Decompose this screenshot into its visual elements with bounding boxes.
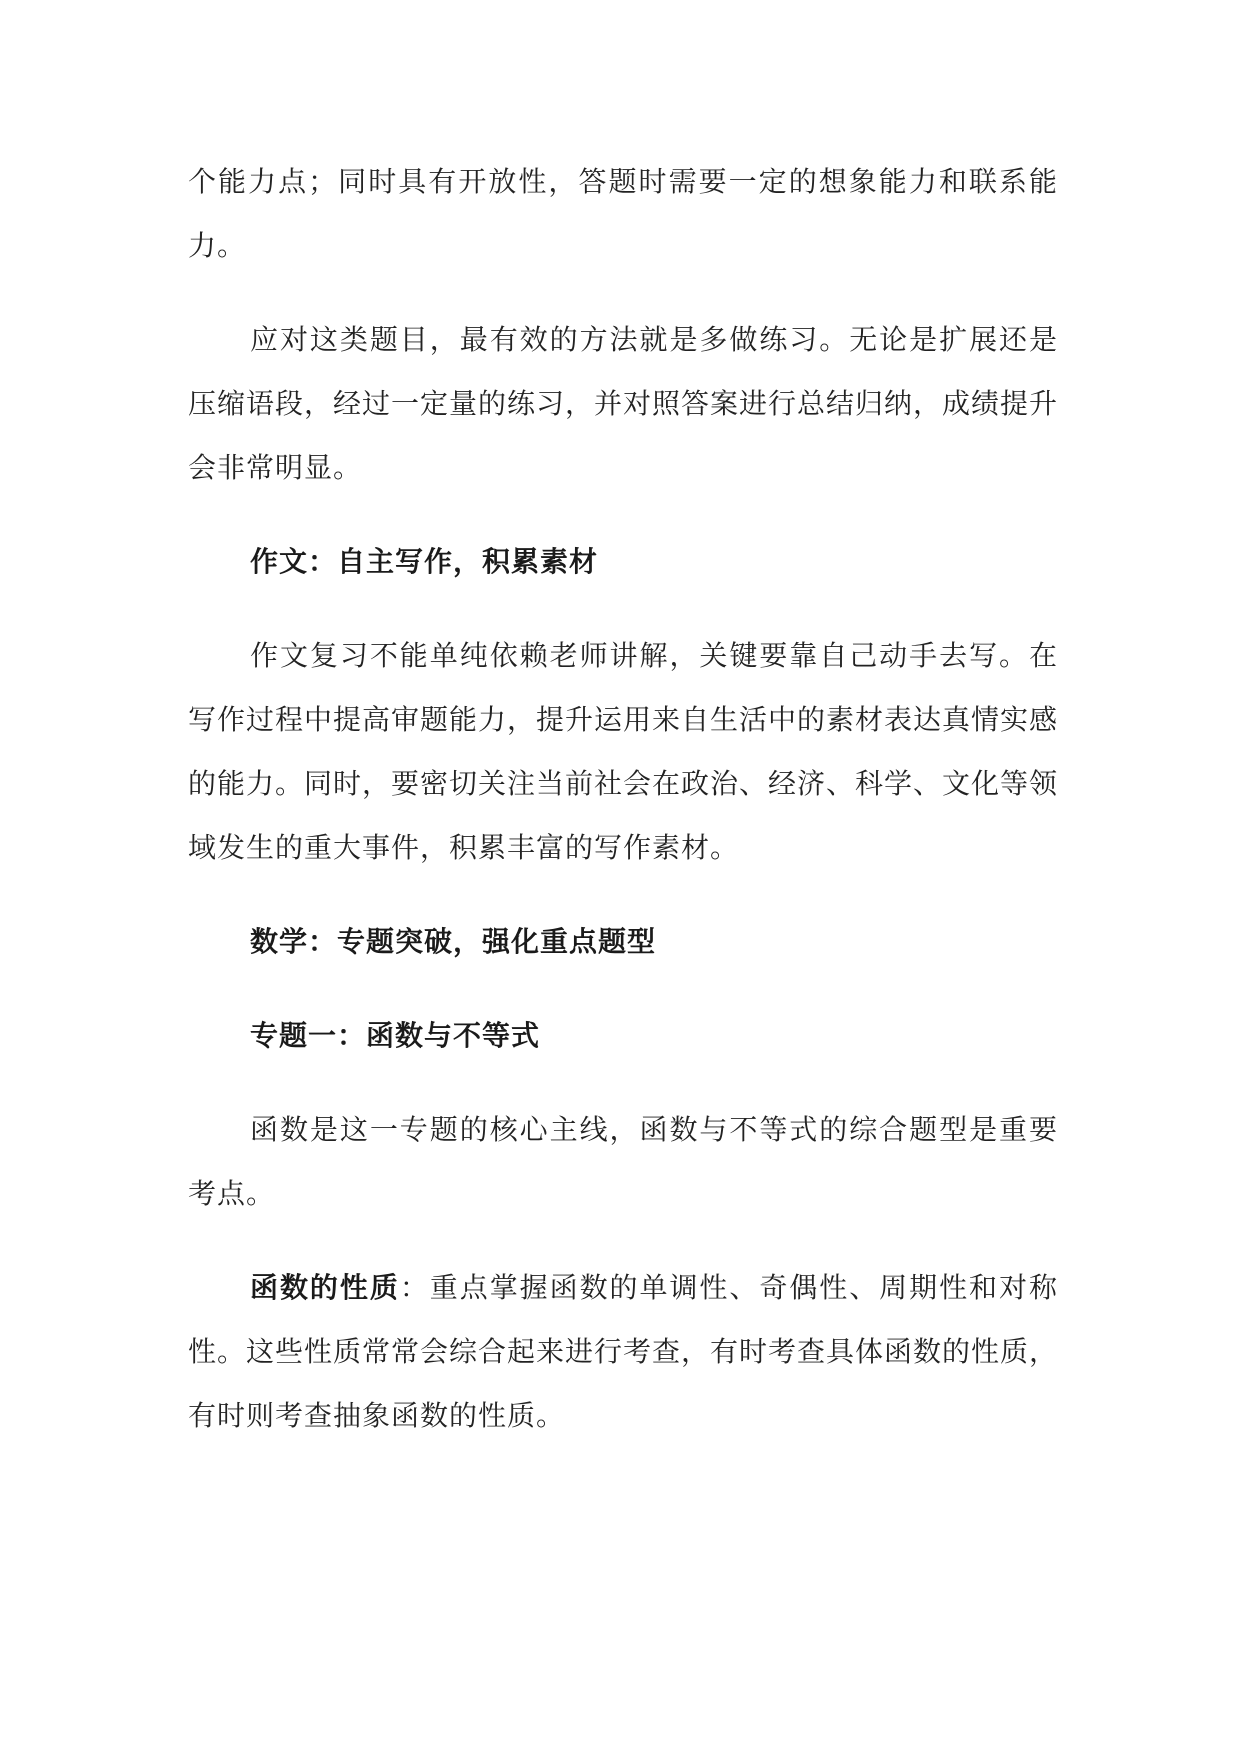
- subsection-heading-topic-one: 专题一：函数与不等式: [250, 1019, 541, 1052]
- paragraph-function-properties: [188, 1256, 1058, 1448]
- section-heading-composition: 作文：自主写作，积累素材: [250, 545, 599, 578]
- document-body: [188, 150, 1058, 1448]
- paragraph-composition: 作文复习不能单纯依赖老师讲解，关键要靠自己动手去写。在写作过程中提高审题能力，提升运用来自生活中的素材表达真情实感的能力。同时，要密切关注当前社会在政治、经济、科学、文化等领域发生的重大事件，积累丰富的写作素材。: [188, 639, 1059, 864]
- function-properties-text: ：重点掌握函数的单调性、奇偶性、周期性和对称性。这些性质常常会综合起来进行考查，有时考查具体函数的性质，有时则考查抽象函数的性质。: [188, 1271, 1059, 1432]
- paragraph-function-intro: 函数是这一专题的核心主线，函数与不等式的综合题型是重要考点。: [188, 1113, 1058, 1210]
- paragraph-practice-advice: 应对这类题目，最有效的方法就是多做练习。无论是扩展还是压缩语段，经过一定量的练习，并对照答案进行总结归纳，成绩提升会非常明显。: [188, 323, 1059, 484]
- paragraph-continuation: 个能力点；同时具有开放性，答题时需要一定的想象能力和联系能力。: [188, 165, 1058, 262]
- section-heading-math: 数学：专题突破，强化重点题型: [250, 925, 657, 958]
- function-properties-label: 函数的性质: [250, 1271, 400, 1304]
